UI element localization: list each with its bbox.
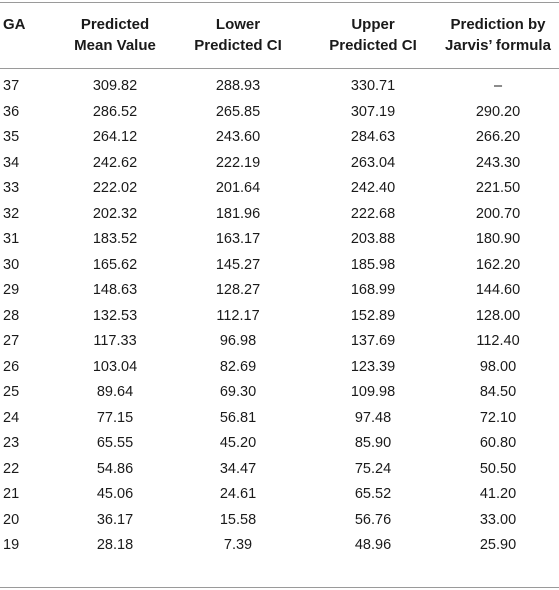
cell-upper-ci: 48.96 bbox=[354, 537, 392, 553]
cell-lower-ci: 96.98 bbox=[219, 333, 257, 349]
cell-predicted-mean: 45.06 bbox=[96, 486, 134, 502]
table-row bbox=[0, 457, 559, 483]
cell-ga: 23 bbox=[3, 435, 20, 451]
table-row bbox=[0, 100, 559, 126]
cell-predicted-mean: 132.53 bbox=[92, 307, 138, 324]
cell-ga: 30 bbox=[3, 256, 20, 273]
cell-ga: 32 bbox=[3, 205, 20, 222]
cell-jarvis-prediction: 25.90 bbox=[479, 537, 517, 553]
cell-predicted-mean: 309.82 bbox=[92, 78, 138, 94]
cell-predicted-mean: 148.63 bbox=[92, 282, 138, 298]
cell-lower-ci: 181.96 bbox=[215, 205, 261, 222]
cell-upper-ci: 168.99 bbox=[350, 282, 396, 298]
cell-jarvis-prediction: 84.50 bbox=[479, 384, 517, 400]
cell-lower-ci: 288.93 bbox=[215, 78, 261, 94]
cell-upper-ci: 203.88 bbox=[350, 231, 396, 247]
cell-upper-ci: 222.68 bbox=[350, 205, 396, 222]
table-row bbox=[0, 151, 559, 177]
cell-upper-ci: 137.69 bbox=[350, 333, 396, 349]
cell-jarvis-prediction: 144.60 bbox=[475, 282, 521, 298]
cell-lower-ci: 222.19 bbox=[215, 154, 261, 171]
cell-ga: 28 bbox=[3, 307, 20, 324]
cell-predicted-mean: 202.32 bbox=[92, 205, 138, 222]
cell-jarvis-prediction: 290.20 bbox=[475, 103, 521, 120]
cell-jarvis-prediction: 128.00 bbox=[475, 307, 521, 324]
table-row bbox=[0, 355, 559, 381]
cell-lower-ci: 82.69 bbox=[219, 358, 257, 375]
cell-upper-ci: 307.19 bbox=[350, 103, 396, 120]
cell-ga: 22 bbox=[3, 460, 20, 477]
cell-predicted-mean: 89.64 bbox=[96, 384, 134, 400]
cell-lower-ci: 201.64 bbox=[215, 180, 261, 196]
cell-jarvis-prediction: 60.80 bbox=[479, 435, 517, 451]
cell-jarvis-prediction: – bbox=[493, 78, 503, 94]
cell-predicted-mean: 117.33 bbox=[93, 333, 137, 349]
table-row bbox=[0, 431, 559, 457]
table-row bbox=[0, 533, 559, 559]
table-row bbox=[0, 253, 559, 279]
cell-jarvis-prediction: 41.20 bbox=[479, 486, 517, 502]
cell-predicted-mean: 286.52 bbox=[92, 103, 138, 120]
cell-ga: 29 bbox=[3, 282, 20, 298]
cell-predicted-mean: 54.86 bbox=[96, 460, 134, 477]
cell-lower-ci: 15.58 bbox=[219, 511, 257, 528]
cell-upper-ci: 185.98 bbox=[350, 256, 396, 273]
cell-ga: 33 bbox=[3, 180, 20, 196]
cell-jarvis-prediction: 221.50 bbox=[475, 180, 521, 196]
cell-upper-ci: 242.40 bbox=[350, 180, 396, 196]
cell-jarvis-prediction: 50.50 bbox=[479, 460, 517, 477]
cell-upper-ci: 284.63 bbox=[350, 129, 396, 145]
cell-ga: 20 bbox=[3, 511, 20, 528]
cell-lower-ci: 243.60 bbox=[215, 129, 261, 145]
cell-jarvis-prediction: 200.70 bbox=[475, 205, 521, 222]
cell-jarvis-prediction: 72.10 bbox=[479, 409, 517, 426]
table-row bbox=[0, 176, 559, 202]
header-ga: GA bbox=[3, 16, 26, 33]
table-bottom-rule bbox=[0, 587, 559, 588]
table-row bbox=[0, 482, 559, 508]
cell-upper-ci: 263.04 bbox=[350, 154, 396, 171]
cell-upper-ci: 75.24 bbox=[354, 460, 392, 477]
cell-jarvis-prediction: 243.30 bbox=[475, 154, 521, 171]
table-header bbox=[0, 4, 559, 68]
cell-ga: 36 bbox=[3, 103, 20, 120]
cell-jarvis-prediction: 162.20 bbox=[475, 256, 521, 273]
cell-lower-ci: 34.47 bbox=[219, 460, 257, 477]
cell-ga: 19 bbox=[3, 537, 20, 553]
cell-predicted-mean: 28.18 bbox=[96, 537, 134, 553]
cell-ga: 27 bbox=[3, 333, 20, 349]
header-jarvis-prediction: Prediction by Jarvis’ formula bbox=[445, 16, 551, 54]
cell-ga: 21 bbox=[3, 486, 20, 502]
cell-upper-ci: 85.90 bbox=[354, 435, 392, 451]
cell-ga: 24 bbox=[3, 409, 20, 426]
cell-predicted-mean: 222.02 bbox=[92, 180, 138, 196]
cell-upper-ci: 109.98 bbox=[350, 384, 396, 400]
table-row bbox=[0, 74, 559, 100]
table-header-rule bbox=[0, 68, 559, 69]
cell-predicted-mean: 183.52 bbox=[92, 231, 138, 247]
table-top-rule bbox=[0, 2, 559, 3]
cell-ga: 26 bbox=[3, 358, 20, 375]
cell-lower-ci: 45.20 bbox=[219, 435, 257, 451]
cell-jarvis-prediction: 266.20 bbox=[475, 129, 521, 145]
cell-lower-ci: 112.17 bbox=[216, 307, 260, 324]
cell-predicted-mean: 77.15 bbox=[96, 409, 134, 426]
cell-lower-ci: 69.30 bbox=[219, 384, 257, 400]
cell-predicted-mean: 36.17 bbox=[96, 511, 134, 528]
cell-predicted-mean: 65.55 bbox=[96, 435, 134, 451]
cell-upper-ci: 123.39 bbox=[350, 358, 396, 375]
table-row bbox=[0, 202, 559, 228]
header-predicted-mean: Predicted Mean Value bbox=[74, 16, 156, 54]
cell-predicted-mean: 103.04 bbox=[92, 358, 138, 375]
cell-lower-ci: 7.39 bbox=[223, 537, 253, 553]
table-row bbox=[0, 508, 559, 534]
cell-predicted-mean: 264.12 bbox=[92, 129, 138, 145]
cell-ga: 37 bbox=[3, 78, 20, 94]
cell-upper-ci: 65.52 bbox=[354, 486, 392, 502]
cell-lower-ci: 145.27 bbox=[215, 256, 261, 273]
cell-ga: 25 bbox=[3, 384, 20, 400]
cell-upper-ci: 97.48 bbox=[354, 409, 392, 426]
table-row bbox=[0, 227, 559, 253]
table-row bbox=[0, 406, 559, 432]
cell-lower-ci: 24.61 bbox=[219, 486, 257, 502]
table-row bbox=[0, 278, 559, 304]
cell-jarvis-prediction: 112.40 bbox=[476, 333, 520, 349]
cell-lower-ci: 163.17 bbox=[215, 231, 261, 247]
cell-lower-ci: 128.27 bbox=[215, 282, 261, 298]
cell-upper-ci: 330.71 bbox=[350, 78, 396, 94]
cell-lower-ci: 265.85 bbox=[215, 103, 261, 120]
header-upper-ci: Upper Predicted CI bbox=[329, 16, 417, 54]
table-row bbox=[0, 304, 559, 330]
cell-predicted-mean: 242.62 bbox=[92, 154, 138, 171]
table-body bbox=[0, 74, 559, 559]
cell-ga: 35 bbox=[3, 129, 20, 145]
cell-jarvis-prediction: 98.00 bbox=[479, 358, 517, 375]
table-row bbox=[0, 125, 559, 151]
header-lower-ci: Lower Predicted CI bbox=[194, 16, 282, 54]
table-row bbox=[0, 380, 559, 406]
cell-lower-ci: 56.81 bbox=[219, 409, 257, 426]
cell-upper-ci: 56.76 bbox=[354, 511, 392, 528]
cell-ga: 34 bbox=[3, 154, 20, 171]
table-row bbox=[0, 329, 559, 355]
cell-jarvis-prediction: 33.00 bbox=[479, 511, 517, 528]
cell-predicted-mean: 165.62 bbox=[92, 256, 138, 273]
cell-jarvis-prediction: 180.90 bbox=[475, 231, 521, 247]
cell-ga: 31 bbox=[3, 231, 20, 247]
cell-upper-ci: 152.89 bbox=[350, 307, 396, 324]
